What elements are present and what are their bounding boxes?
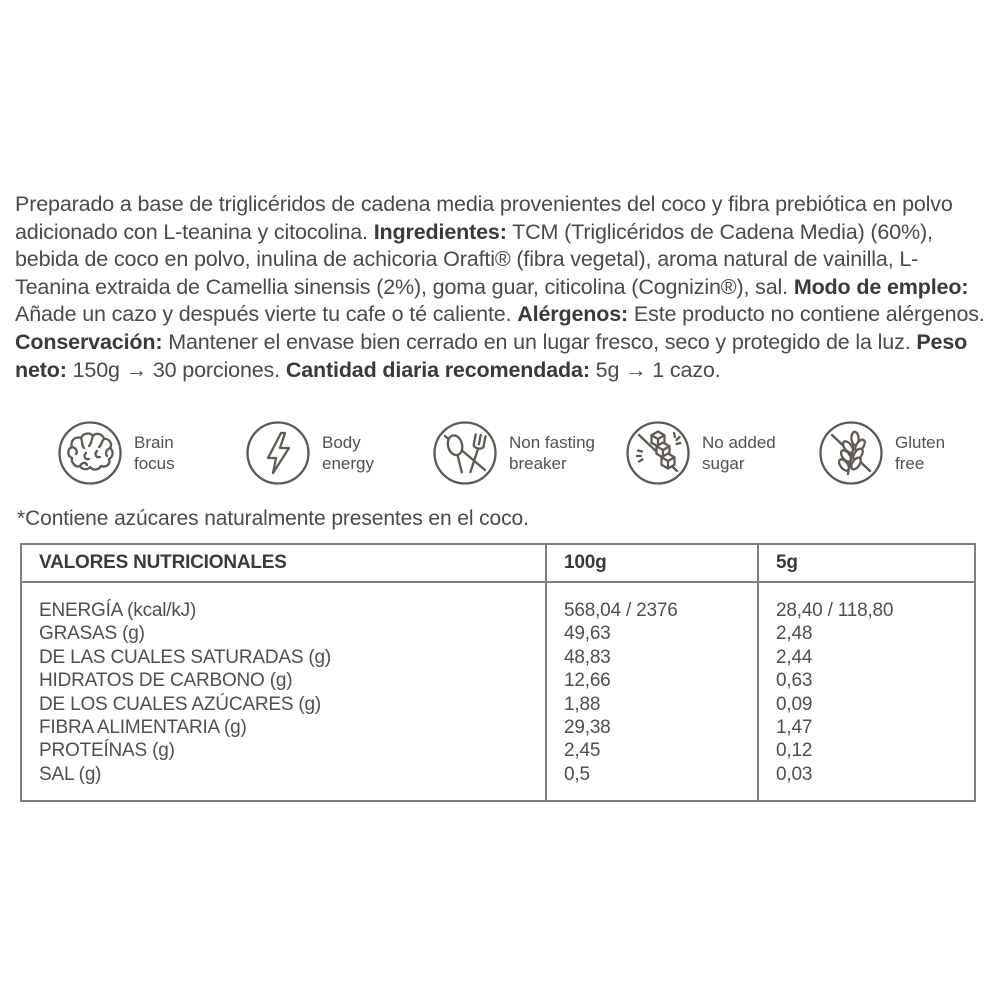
table-cell-per100g: 12,66 [564,670,611,692]
table-cell-label: PROTEÍNAS (g) [39,740,175,762]
badge-label [509,432,595,474]
header-nutrient: VALORES NUTRICIONALES [39,552,287,573]
badge-non-fasting-breaker [432,420,595,486]
paragraph-segment: 5g → 1 cazo. [589,357,721,382]
badge-label [134,432,175,474]
column-5g [757,583,974,800]
paragraph-segment: Este producto no contiene alérgenos. [628,302,985,327]
badge-label-line: breaker [509,454,567,473]
paragraph-segment: Mantener el envase bien cerrado en un lugar fresco, seco y protegido de la luz. [162,329,917,354]
sugar-note: *Contiene azúcares naturalmente presentes en el coco. [17,507,529,530]
badge-label-line: Non fasting [509,433,595,452]
badge-label [322,432,374,474]
badge-label-line: No added [702,433,776,452]
header-5g: 5g [757,545,974,581]
column-100g [545,583,757,800]
table-cell-per5g: 0,63 [776,670,813,692]
badge-label-line: sugar [702,454,745,473]
ingredients-paragraph [15,191,988,384]
table-cell-per5g: 28,40 / 118,80 [776,600,894,621]
no-sugar-icon [625,420,691,486]
paragraph-bold-segment: Cantidad diaria recomendada: [285,357,590,382]
table-cell-per5g: 0,03 [776,763,813,785]
paragraph-bold-segment: Modo de empleo: [793,274,969,299]
feature-badges [0,420,1000,490]
nutrition-table [20,543,976,802]
table-cell-per5g: 2,44 [776,646,813,668]
table-cell-label: HIDRATOS DE CARBONO (g) [39,670,293,692]
lightning-icon [245,420,311,486]
table-cell-per100g: 48,83 [564,646,611,668]
paragraph-segment: TCM (Triglicéridos de Cadena Media) (60%), bebida de coco en polvo, inulina de achicoria Orafti® (fibra vegetal), aroma natural de vainilla, L-Teanina extraida de Camellia sinensis (2%), goma guar, citicolina (Cognizin®), sal. [15,219,933,299]
badge-label-line: Gluten [895,433,946,452]
badge-label-line: free [895,454,925,473]
paragraph-bold-segment: Ingredientes: [373,219,507,244]
table-cell-per100g: 1,88 [564,693,601,715]
table-cell-label: GRASAS (g) [39,623,145,645]
badge-label-line: Brain [134,433,174,452]
paragraph-segment: Preparado a base de triglicéridos de cadena media provenientes del coco y fibra prebiótica en polvo adicionado con L-teanina y citocolina. [15,192,953,244]
badge-label-line: Body [322,433,361,452]
gluten-free-icon [818,420,884,486]
table-cell-per5g: 2,48 [776,623,813,645]
table-cell-label: DE LOS CUALES AZÚCARES (g) [39,693,321,715]
header-100g: 100g [545,545,757,581]
badge-body-energy [245,420,374,486]
badge-label [702,432,776,474]
badge-brain-focus [57,420,175,486]
paragraph-segment: Añade un cazo y después vierte tu cafe o té caliente. [15,302,518,327]
paragraph-bold-segment: Alérgenos: [517,302,629,327]
table-cell-per5g: 0,09 [776,693,813,715]
column-nutrients [22,583,545,800]
paragraph-segment: 150g → 30 porciones. [66,357,286,382]
table-cell-per100g: 2,45 [564,740,601,762]
badge-gluten-free [818,420,945,486]
table-cell-label: SAL (g) [39,763,102,785]
table-cell-label: DE LAS CUALES SATURADAS (g) [39,646,331,668]
table-cell-per5g: 1,47 [776,717,813,739]
badge-label [895,432,945,474]
table-cell-per100g: 0,5 [564,763,590,785]
badge-label-line: focus [134,454,175,473]
paragraph-bold-segment: Peso neto: [15,329,968,382]
table-cell-label: FIBRA ALIMENTARIA (g) [39,717,247,739]
nutrition-table-body [22,583,974,800]
badge-label-line: energy [322,454,374,473]
nutrition-table-header [22,545,974,583]
table-cell-per100g: 49,63 [564,623,611,645]
cutlery-icon [432,420,498,486]
table-cell-label: ENERGÍA (kcal/kJ) [39,600,197,621]
table-cell-per100g: 568,04 / 2376 [564,600,678,621]
table-cell-per100g: 29,38 [564,717,611,739]
paragraph-bold-segment: Conservación: [15,329,163,354]
brain-icon [57,420,123,486]
table-cell-per5g: 0,12 [776,740,813,762]
badge-no-added-sugar [625,420,776,486]
